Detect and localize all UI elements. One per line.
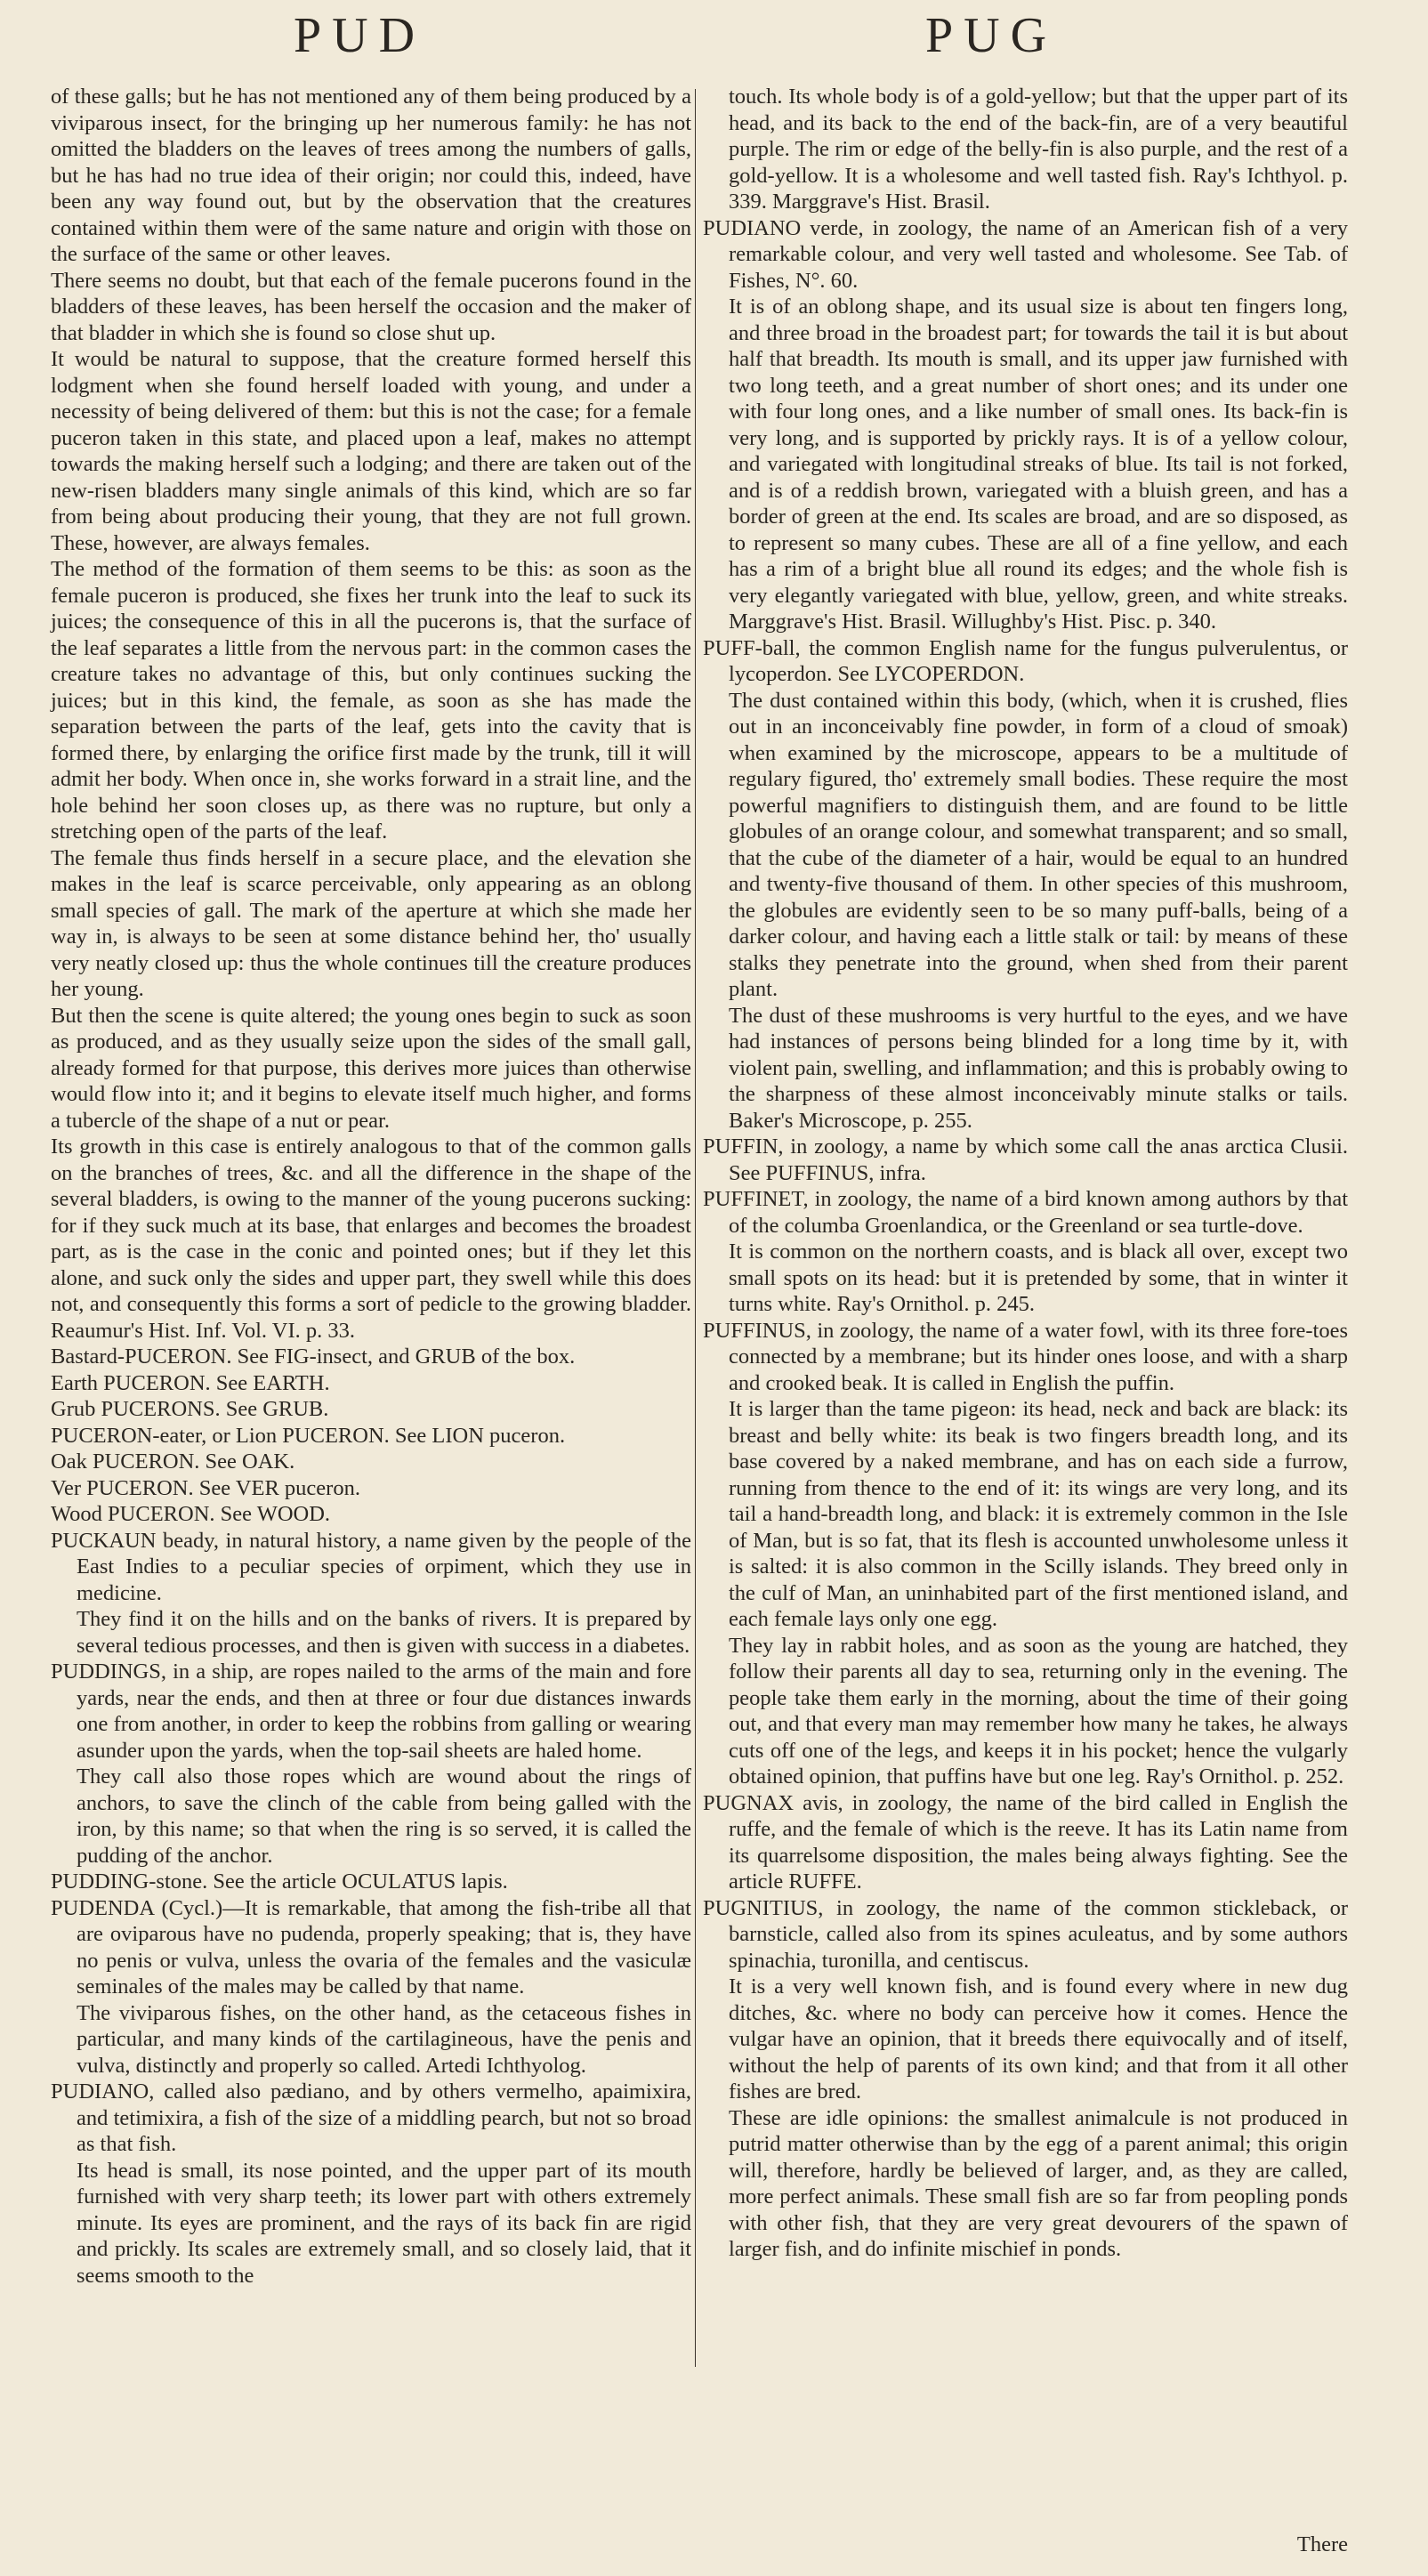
paragraph: These are idle opinions: the smallest animalcule is not produced in putrid matter otherwise than by the egg of a parent animal; this origin will, therefore, hardly be believed of larger, and, as they are called, more perfect animals. These small fish are so far from peopling ponds with other fish, that they are very great devourers of the spawn of larger fish, and do infinite mischief in ponds. [729, 2105, 1348, 2261]
entry-puffin: PUFFIN, in zoology, a name by which some call the anas arctica Clusii. See PUFFINUS, infra. [703, 1135, 1348, 1185]
paragraph: Its growth in this case is entirely analogous to that of the common galls on the branches of trees, &c. and all the difference in the shape of the several bladders, is owing to the manner of the young pucerons sucking: for if they suck much at its base, that enlarges and becomes the broadest part, as is the case in the conic and pointed ones; but if they let this alone, and suck only the sides and upper part, they swell while this does not, and consequently this forms a sort of pedicle to the growing bladder. Reaumur's Hist. Inf. Vol. VI. p. 33. [51, 1135, 691, 1343]
paragraph: The female thus finds herself in a secure place, and the elevation she makes in the leaf is scarce perceivable, only appearing as an oblong small species of gall. The mark of the aperture at which she made her way in, is always to be seen at some distance behind her, tho' usually very neatly closed up: thus the whole continues till the creature produces her young. [51, 845, 691, 1001]
paragraph: touch. Its whole body is of a gold-yellow; but that the upper part of its head, and its back to the end of the back-fin, are of a very beautiful purple. The rim or edge of the belly-fin is also purple, and the rest of a gold-yellow. It is a wholesome and well tasted fish. Ray's Ichthyol. p. 339. Marggrave's Hist. Brasil. [729, 85, 1348, 214]
column-rule [695, 89, 696, 2367]
entry-puddings: PUDDINGS, in a ship, are ropes nailed to the arms of the main and fore yards, near the ends, and then at three or four due distances inwards one from another, in order to keep the robbins from galling or wearing asunder upon the yards, when the top-sail sheets are haled home. [51, 1659, 691, 1763]
paragraph: The viviparous fishes, on the other hand, as the cetaceous fishes in particular, and many kinds of the cartilagineous, have the penis and vulva, distinctly and properly so called. Artedi Ichthyolog. [77, 2000, 691, 2078]
entry-earth-puceron: Earth PUCERON. See EARTH. [51, 1370, 330, 1395]
running-head [0, 0, 1428, 80]
paragraph: The method of the formation of them seems to be this: as soon as the female puceron is produced, she fixes her trunk into the leaf to suck its juices; the consequence of this in all the pucerons is, that the surface of the leaf separates a little from the nervous part: in the common cases the creature takes no advantage of this, but only continues sucking the juices; but in this kind, the female, as soon as she has made the separation between the parts of the leaf, gets into the cavity that is formed there, by enlarging the orifice first made by the trunk, till it will admit her body. When once in, she works forward in a strait line, and the hole behind her soon closes up, as there was no rupture, but only a stretching open of the parts of the leaf. [51, 557, 691, 844]
entry-grub-pucerons: Grub PUCERONS. See GRUB. [51, 1397, 329, 1421]
running-head-right: PUG [925, 8, 1058, 63]
entry-pudiano: PUDIANO, called also pædiano, and by others vermelho, apaimixira, and tetimixira, a fish of the size of a middling pearch, but not so broad as that fish. [51, 2079, 691, 2156]
paragraph: But then the scene is quite altered; the young ones begin to suck as soon as produced, and as they usually seize upon the sides of the small gall, already formed for that purpose, this derives more juices than otherwise would flow into it; and it begins to elevate itself much higher, and forms a tubercle of the shape of a nut or pear. [51, 1003, 691, 1133]
paragraph: Its head is small, its nose pointed, and the upper part of its mouth furnished with very sharp teeth; its lower part with others extremely minute. Its eyes are prominent, and the rays of its back fin are rigid and prickly. Its scales are extremely small, and so closely laid, that it seems smooth to the [77, 2158, 691, 2288]
paragraph: The dust contained within this body, (which, when it is crushed, flies out in an inconceivably fine powder, in form of a cloud of smoak) when examined by the microscope, appears to be a multitude of regulary figured, tho' extremely small bodies. These require the most powerful magnifiers to distinguish them, and are found to be little globules of an orange colour, and somewhat transparent; and so small, that the cube of the diameter of a hair, would be equal to an hundred and twenty-five thousand of them. In other species of this mushroom, the globules are evidently seen to be so many puff-balls, being of a darker colour, and having each a little stalk or tail: by means of these stalks they penetrate into the ground, when shed from their parent plant. [729, 688, 1348, 1001]
paragraph: The dust of these mushrooms is very hurtful to the eyes, and we have had instances of persons being blinded for a long time by it, with violent pain, swelling, and inflammation; and this is probably owing to the sharpness of these almost inconceivably minute stalks or tails. Baker's Microscope, p. 255. [729, 1003, 1348, 1133]
paragraph: It is common on the northern coasts, and is black all over, except two small spots on its head: but it is pretended by some, that in winter it turns white. Ray's Ornithol. p. 245. [729, 1240, 1348, 1316]
entry-pudding-stone: PUDDING-stone. See the article OCULATUS lapis. [51, 1869, 508, 1894]
running-head-left: PUD [294, 8, 426, 63]
right-column [703, 84, 1348, 2263]
entry-wood-puceron: Wood PUCERON. See WOOD. [51, 1502, 331, 1526]
catchword: There [1296, 2532, 1348, 2556]
paragraph: They lay in rabbit holes, and as soon as the young are hatched, they follow their parents all day to sea, returning only in the evening. The people take them early in the morning, about the time of their going out, and that every man may remember how many he takes, he always cuts off one of the legs, and keeps it in his pocket; hence the vulgarly obtained opinion, that puffins have but one leg. Ray's Ornithol. p. 252. [729, 1633, 1348, 1789]
paragraph: There seems no doubt, but that each of the female pucerons found in the bladders of these leaves, has been herself the occasion and the maker of that bladder in which she is found so close shut up. [51, 268, 691, 345]
entry-puffinet: PUFFINET, in zoology, the name of a bird known among authors by that of the columba Groenlandica, or the Greenland or sea turtle-dove. [703, 1187, 1348, 1238]
entry-oak-puceron: Oak PUCERON. See OAK. [51, 1450, 295, 1474]
left-column [51, 84, 691, 2289]
entry-puckaun: PUCKAUN beady, in natural history, a name given by the people of the East Indies to a peculiar species of orpiment, which they use in medicine. [51, 1528, 691, 1605]
entry-bastard-puceron: Bastard-PUCERON. See FIG-insect, and GRUB of the box. [51, 1345, 576, 1369]
entry-ver-puceron: Ver PUCERON. See VER puceron. [51, 1475, 360, 1500]
paragraph: It is of an oblong shape, and its usual size is about ten fingers long, and three broad in the broadest part; for towards the tail it is but about half that breadth. Its mouth is small, and its upper jaw furnished with two long teeth, and a great number of short ones; and its under one with four long ones, and a like number of small ones. Its back-fin is very long, and is supported by prickly rays. It is of a yellow colour, and variegated with longitudinal streaks of blue. Its tail is not forked, and is of a reddish brown, variegated with a bluish green, and has a border of green at the end. Its scales are broad, and are so disposed, as to represent so many cubes. These are all of a fine yellow, and each has a rim of a bright blue all round its edges; and the whole fish is very elegantly variegated with blue, yellow, green, and white streaks. Marggrave's Hist. Brasil. Willughby's Hist. Pisc. p. 340. [729, 295, 1348, 634]
paragraph: It is a very well known fish, and is found every where in new dug ditches, &c. where no body can perceive how it comes. Hence the vulgar have an opinion, that it breeds there equivocally and of itself, without the help of parents of its own kind; and that from it all other fishes are bred. [729, 1974, 1348, 2104]
entry-puceron-eater: PUCERON-eater, or Lion PUCERON. See LION puceron. [51, 1423, 566, 1448]
paragraph: They find it on the hills and on the banks of rivers. It is prepared by several tedious processes, and then is given with success in a diabetes. [77, 1607, 691, 1658]
entry-pugnax: PUGNAX avis, in zoology, the name of the bird called in English the ruffe, and the female of which is the reeve. It has its Latin name from its quarrelsome disposition, the males being always fighting. See the article RUFFE. [703, 1790, 1348, 1894]
paragraph: It is larger than the tame pigeon: its head, neck and back are black: its breast and belly white: its beak is two fingers breadth long, and its base covered by a naked membrane, and has on each side a furrow, running from thence to the end of it: its wings are very long, and its tail a hand-breadth long, and black: it is extremely common in the Isle of Man, but is so fat, that its flesh is accounted unwholesome unless it is salted: it is also common in the Scilly islands. They breed only in the culf of Man, an uninhabited part of the first mentioned island, and each female lays only one egg. [729, 1397, 1348, 1631]
entry-pugnitius: PUGNITIUS, in zoology, the name of the common stickleback, or barnsticle, called also from its spines aculeatus, and by some authors spinachia, turonilla, and centiscus. [703, 1895, 1348, 1973]
entry-puffinus: PUFFINUS, in zoology, the name of a water fowl, with its three fore-toes connected by a membrane; but its hinder ones loose, and with a sharp and crooked beak. It is called in English the puffin. [703, 1318, 1348, 1395]
paragraph: They call also those ropes which are wound about the rings of anchors, to save the clinch of the cable from being galled with the iron, by this name; so that when the ring is so served, it is called the pudding of the anchor. [77, 1764, 691, 1868]
paragraph: of these galls; but he has not mentioned any of them being produced by a viviparous insect, for the bringing up her numerous family: he has not omitted the bladders on the leaves of trees among the numbers of galls, but he has had no true idea of their origin; nor could this, indeed, have been any way found out, but by the observation that the creatures contained within them were of the same nature and origin with those on the surface of the same or other leaves. [51, 85, 691, 266]
paragraph: It would be natural to suppose, that the creature formed herself this lodgment when she found herself loaded with young, and under a necessity of being delivered of them: but this is not the case; for a female puceron taken in this state, and placed upon a leaf, makes no attempt towards the making herself such a lodging; and there are taken out of the new-risen bladders many single animals of this kind, which are so far from being about producing their young, that they are not full grown. These, however, are always females. [51, 347, 691, 555]
entry-pudiano-verde: PUDIANO verde, in zoology, the name of an American fish of a very remarkable colour, and very well tasted and wholesome. See Tab. of Fishes, N°. 60. [703, 215, 1348, 293]
entry-puff-ball: PUFF-ball, the common English name for the fungus pulverulentus, or lycoperdon. See LYCOPERDON. [703, 635, 1348, 686]
entry-pudenda: PUDENDA (Cycl.)—It is remarkable, that among the fish-tribe all that are oviparous have no pudenda, properly speaking; that is, they have no penis or vulva, unless the ovaria of the females and the vasiculæ seminales of the males may be called by that name. [51, 1895, 691, 1999]
